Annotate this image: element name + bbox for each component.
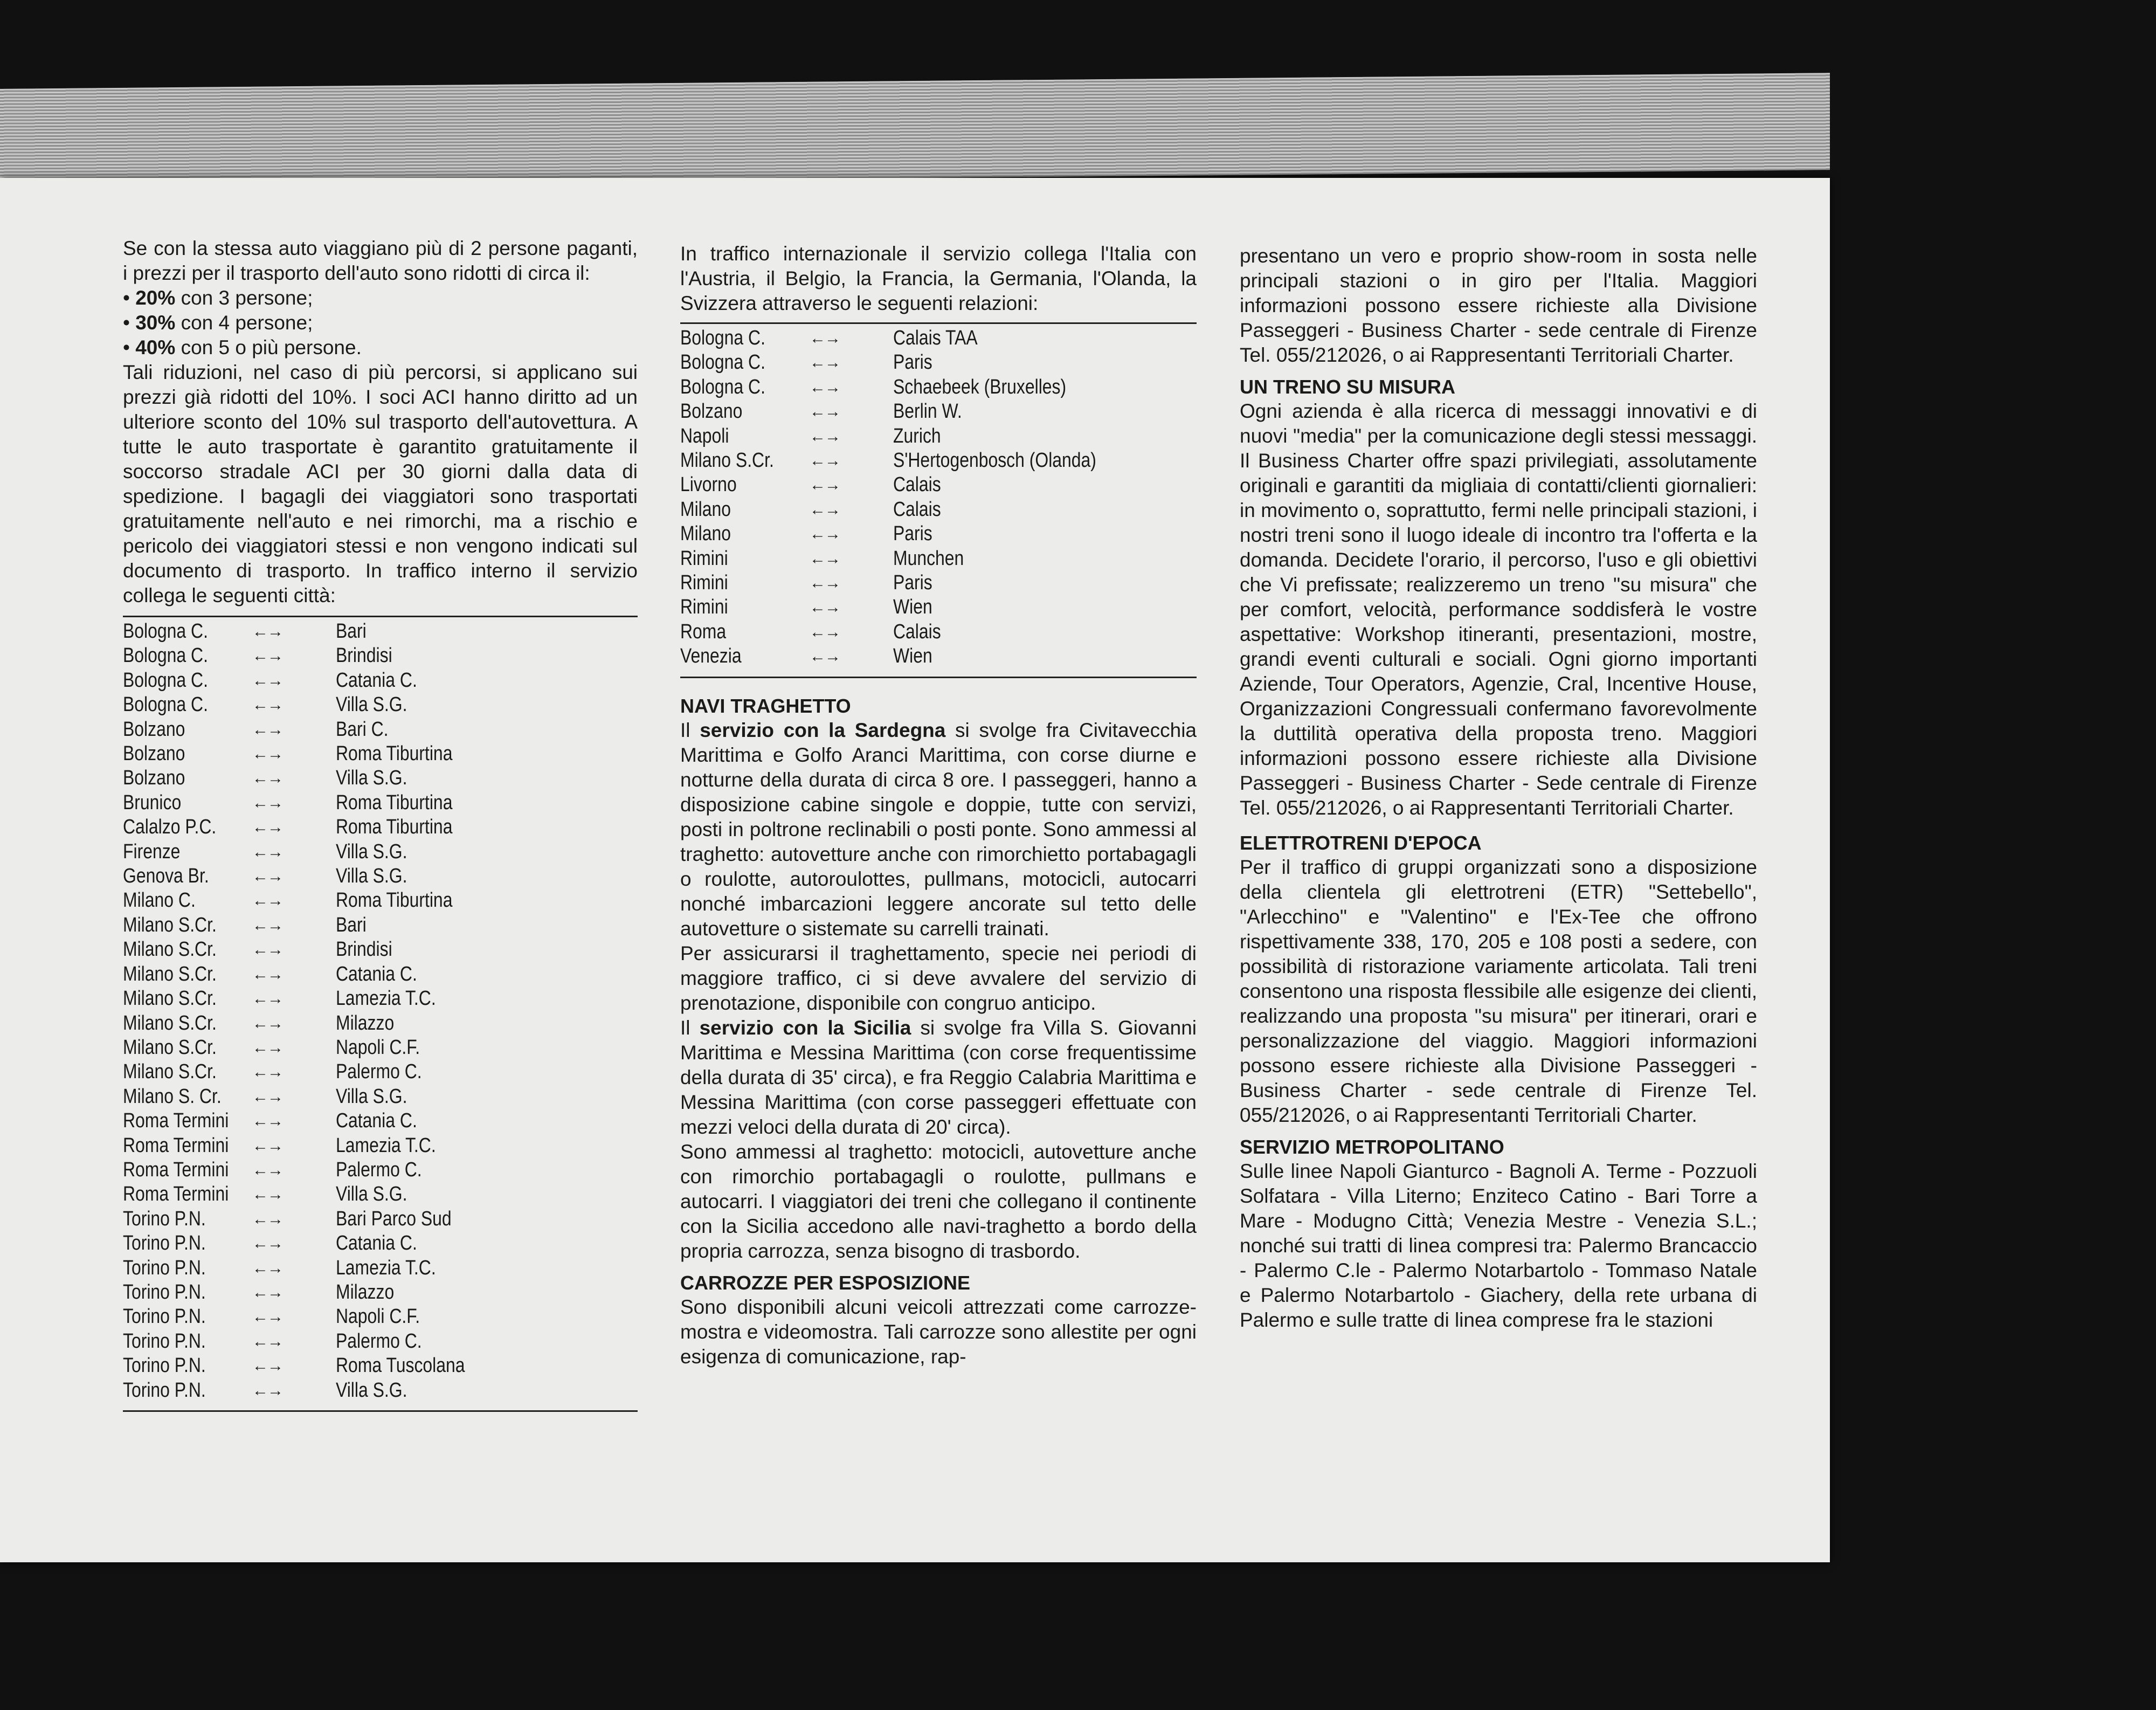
route-row xyxy=(123,1060,638,1084)
route-destination: Lamezia T.C. xyxy=(336,1134,436,1157)
route-destination: Bari xyxy=(336,913,367,936)
double-arrow-icon: ←→ xyxy=(810,378,840,396)
treno-paragraph: Ogni azienda è alla ricerca di messaggi innovativi e di nuovi "media" per la comunicazione degli stessi messaggi. Il Business Charter offre spazi privilegiati, assolutamente originali e garantiti da migliaia di contatti/clienti giornalieri: in movimento o, soprattutto, fermi nelle principali stazioni, i nostri treni sono il luogo ideale di incontro tra l'offerta e la domanda. Decidete l'orario, il percorso, l'uso e gli obiettivi che Vi prefissate; realizzeremo un treno "su misura" che per comfort, velocità, performance soddisferà le vostre aspettative: Workshop itineranti, presentazioni, mostre, grandi eventi culturali e sociali. Ogni giorno importanti Aziende, Tour Operators, Agenzie, Cral, Incentive House, Organizzazioni Congressuali confermano favorevolmente la duttilità operativa della proposta treno. Maggiori informazioni possono essere richieste alla Divisione Passeggeri - Business Charter - Sede centrale di Firenze Tel. 055/212026, o ai Rappresentanti Territoriali Charter. xyxy=(1240,400,1757,819)
route-destination: Paris xyxy=(893,351,932,374)
route-row xyxy=(123,644,638,668)
double-arrow-icon: ←→ xyxy=(252,843,282,861)
route-origin: Milano C. xyxy=(123,889,196,912)
route-destination: Catania C. xyxy=(336,1109,417,1133)
route-destination: Bari Parco Sud xyxy=(336,1207,452,1230)
route-row xyxy=(680,547,1197,571)
ferry-vehicles-paragraph: Sono ammessi al traghetto: motocicli, autovetture anche con rimorchio portabagagli o roulotte, pullmans e autocarri. I viaggiatori dei treni che collegano il continente con la Sicilia accedono alle navi-traghetto a bordo della propria carrozza, senza bisogno di trasbordo. xyxy=(680,1140,1197,1262)
route-origin: Roma xyxy=(680,620,727,643)
double-arrow-icon: ←→ xyxy=(810,452,840,470)
route-origin: Venezia xyxy=(680,645,742,668)
double-arrow-icon: ←→ xyxy=(252,916,282,934)
route-row xyxy=(123,962,638,987)
double-arrow-icon: ←→ xyxy=(252,941,282,959)
double-arrow-icon: ←→ xyxy=(252,1063,282,1081)
discount-list xyxy=(123,286,638,360)
route-row xyxy=(680,350,1197,375)
double-arrow-icon: ←→ xyxy=(252,623,282,640)
section-heading-metro: SERVIZIO METROPOLITANO xyxy=(1240,1136,1504,1158)
double-arrow-icon: ←→ xyxy=(252,818,282,837)
route-destination: Berlin W. xyxy=(893,400,962,423)
route-destination: Catania C. xyxy=(336,962,417,985)
route-destination: Wien xyxy=(893,645,932,668)
cars-body: Tali riduzioni, nel caso di più percorsi, si applicano sui prezzi già ridotti del 10%. I soci ACI hanno diritto ad un ulteriore sconto del 10% sul trasporto dell'autovettura. A tutte le auto trasportate è garantito gratuitamente il soccorso stradale ACI per 30 giorni dalla data di spedizione. I bagagli dei viaggiatori sono trasportati gratuitamente nell'auto e nei rimorchi, ma a rischio e pericolo dei viaggiatori stessi e non vengono indicati sul documento di trasporto. In traffico interno il servizio collega le seguenti città: xyxy=(123,361,638,606)
route-destination: Roma Tiburtina xyxy=(336,791,453,814)
route-destination: Lamezia T.C. xyxy=(336,1256,436,1279)
route-row xyxy=(123,1158,638,1182)
divider xyxy=(680,677,1197,678)
discount-item: • 40% con 5 o più persone. xyxy=(123,335,638,360)
route-row xyxy=(680,424,1197,449)
route-destination: Villa S.G. xyxy=(336,693,407,716)
route-row xyxy=(123,937,638,962)
double-arrow-icon: ←→ xyxy=(252,1136,282,1155)
route-destination: Munchen xyxy=(893,547,964,570)
route-row xyxy=(123,742,638,766)
route-destination: Villa S.G. xyxy=(336,1183,407,1206)
route-origin: Livorno xyxy=(680,473,737,497)
double-arrow-icon: ←→ xyxy=(252,794,282,812)
double-arrow-icon: ←→ xyxy=(810,403,840,421)
route-origin: Milano S.Cr. xyxy=(123,1011,217,1035)
double-arrow-icon: ←→ xyxy=(252,1235,282,1253)
double-arrow-icon: ←→ xyxy=(810,574,840,592)
route-destination: Milazzo xyxy=(336,1011,395,1035)
double-arrow-icon: ←→ xyxy=(810,427,840,445)
route-destination: Roma Tuscolana xyxy=(336,1354,465,1377)
route-origin: Milano S.Cr. xyxy=(123,1036,217,1059)
route-destination: Brindisi xyxy=(336,644,392,667)
discount-item: • 30% con 4 persone; xyxy=(123,311,638,335)
route-origin: Bologna C. xyxy=(680,327,765,349)
route-row xyxy=(123,815,638,839)
route-destination: Villa S.G. xyxy=(336,767,407,790)
divider xyxy=(680,322,1197,324)
double-arrow-icon: ←→ xyxy=(252,1185,282,1204)
route-row xyxy=(680,498,1197,522)
section-heading-treno: UN TRENO SU MISURA xyxy=(1240,376,1456,398)
double-arrow-icon: ←→ xyxy=(252,1381,282,1399)
route-origin: Napoli xyxy=(680,424,729,447)
route-origin: Milano S.Cr. xyxy=(123,913,217,936)
carrozze-continued: presentano un vero e proprio show-room in sosta nelle principali stazioni o in giro per l'Italia. Maggiori informazioni possono essere richieste alla Divisione Passeggeri - Business Charter - sede centrale di Firenze Tel. 055/212026, o ai Rappresentanti Territoriali Charter. xyxy=(1240,245,1757,366)
page-number: XVII xyxy=(1706,1626,1752,1652)
double-arrow-icon: ←→ xyxy=(252,1357,282,1375)
route-row xyxy=(123,1280,638,1305)
route-row xyxy=(123,1182,638,1206)
route-origin: Bolzano xyxy=(123,767,185,790)
route-origin: Genova Br. xyxy=(123,865,209,888)
double-arrow-icon: ←→ xyxy=(252,745,282,763)
route-row xyxy=(680,326,1197,350)
route-row xyxy=(123,668,638,693)
route-origin: Rimini xyxy=(680,547,728,570)
metro-paragraph: Sulle linee Napoli Gianturco - Bagnoli A. Terme - Pozzuoli Solfatara - Villa Literno; Enziteco Catino - Bari Torre a Mare - Modugno Città; Venezia Mestre - Venezia S.L.; nonché sui tratti di linea compresi tra: Palermo Brancaccio - Palermo C.le - Palermo Notarbartolo - Tommaso Natale e Palermo Notarbartolo - Giachery, della rete urbana di Palermo e sulle tratte di linea comprese fra le stazioni xyxy=(1240,1160,1757,1331)
route-origin: Firenze xyxy=(123,840,181,863)
route-origin: Rimini xyxy=(680,571,728,595)
double-arrow-icon: ←→ xyxy=(252,696,282,714)
route-origin: Torino P.N. xyxy=(123,1256,206,1279)
route-destination: Brindisi xyxy=(336,938,392,961)
column-right xyxy=(1240,244,1757,1333)
route-origin: Torino P.N. xyxy=(123,1207,206,1230)
double-arrow-icon: ←→ xyxy=(810,500,840,519)
double-arrow-icon: ←→ xyxy=(810,549,840,568)
route-row xyxy=(680,522,1197,546)
double-arrow-icon: ←→ xyxy=(252,720,282,739)
route-row xyxy=(123,766,638,790)
route-row xyxy=(123,1109,638,1133)
route-origin: Torino P.N. xyxy=(123,1232,206,1255)
carrozze-paragraph: Sono disponibili alcuni veicoli attrezzati come carrozze-mostra e videomostra. Tali carrozze sono allestite per ogni esigenza di comunicazione, rap- xyxy=(680,1295,1197,1368)
route-row xyxy=(123,888,638,913)
route-row xyxy=(680,375,1197,399)
route-row xyxy=(123,1011,638,1036)
section-heading-carrozze: CARROZZE PER ESPOSIZIONE xyxy=(680,1271,971,1294)
double-arrow-icon: ←→ xyxy=(252,1161,282,1179)
page-edges xyxy=(0,73,1830,186)
double-arrow-icon: ←→ xyxy=(252,1014,282,1032)
intl-intro: In traffico internazionale il servizio collega l'Italia con l'Austria, il Belgio, la Francia, la Germania, l'Olanda, la Svizzera attraverso le seguenti relazioni: xyxy=(680,243,1197,314)
route-origin: Roma Termini xyxy=(123,1134,229,1157)
double-arrow-icon: ←→ xyxy=(252,1038,282,1057)
route-destination: Calais xyxy=(893,498,941,521)
route-destination: Villa S.G. xyxy=(336,865,407,888)
route-origin: Milano S.Cr. xyxy=(123,987,217,1010)
route-origin: Bologna C. xyxy=(123,620,208,643)
route-destination: Roma Tiburtina xyxy=(336,742,453,766)
route-row xyxy=(123,913,638,937)
route-destination: Schaebeek (Bruxelles) xyxy=(893,375,1067,398)
route-origin: Milano S.Cr. xyxy=(123,962,217,985)
route-destination: Villa S.G. xyxy=(336,1378,407,1402)
route-row xyxy=(123,1036,638,1060)
double-arrow-icon: ←→ xyxy=(810,354,840,372)
route-destination: Milazzo xyxy=(336,1280,395,1304)
double-arrow-icon: ←→ xyxy=(810,598,840,617)
route-row xyxy=(680,595,1197,619)
domestic-routes-table xyxy=(123,619,638,1403)
double-arrow-icon: ←→ xyxy=(810,329,840,347)
route-row xyxy=(680,571,1197,595)
route-destination: Catania C. xyxy=(336,1232,417,1255)
double-arrow-icon: ←→ xyxy=(252,1210,282,1228)
route-row xyxy=(123,718,638,742)
double-arrow-icon: ←→ xyxy=(252,647,282,665)
double-arrow-icon: ←→ xyxy=(252,769,282,788)
route-row xyxy=(680,449,1197,473)
double-arrow-icon: ←→ xyxy=(252,867,282,886)
route-origin: Bologna C. xyxy=(123,668,208,692)
route-origin: Bologna C. xyxy=(680,351,765,374)
double-arrow-icon: ←→ xyxy=(810,623,840,641)
route-origin: Bolzano xyxy=(680,400,743,423)
route-destination: Paris xyxy=(893,522,932,546)
column-middle xyxy=(680,242,1197,1369)
route-row xyxy=(123,1305,638,1329)
route-row xyxy=(123,1085,638,1109)
route-destination: Bari xyxy=(336,620,367,643)
sardegna-paragraph: Il servizio con la Sardegna si svolge fra Civitavecchia Marittima e Golfo Aranci Marittima, con corse diurne e notturne della durata di circa 8 ore. I passeggeri, hanno a disposizione cabine singole e doppie, tutte con servizi, posti in poltrone reclinabili o posti ponte. Sono ammessi al traghetto: autovetture anche con rimorchietto portabagagli o roulotte, autoroulottes, pullmans, motocicli, autocarri nonché imbarcazioni leggere ancorate sul tetto delle autovetture o sistemate su carrelli trainati. xyxy=(680,719,1197,940)
route-destination: Calais xyxy=(893,473,941,497)
route-destination: Napoli C.F. xyxy=(336,1036,420,1059)
route-destination: Calais TAA xyxy=(893,327,978,349)
route-origin: Roma Termini xyxy=(123,1109,229,1133)
route-row xyxy=(680,399,1197,424)
route-row xyxy=(123,619,638,644)
route-destination: Palermo C. xyxy=(336,1060,422,1084)
route-destination: Lamezia T.C. xyxy=(336,987,436,1010)
route-origin: Torino P.N. xyxy=(123,1378,206,1402)
double-arrow-icon: ←→ xyxy=(252,1112,282,1130)
route-row xyxy=(680,620,1197,644)
route-origin: Torino P.N. xyxy=(123,1329,206,1353)
double-arrow-icon: ←→ xyxy=(252,1308,282,1326)
route-row xyxy=(123,1231,638,1256)
route-row xyxy=(123,1256,638,1280)
route-destination: Bari C. xyxy=(336,718,389,741)
route-origin: Torino P.N. xyxy=(123,1280,206,1304)
route-origin: Milano xyxy=(680,522,731,546)
route-origin: Milano S.Cr. xyxy=(123,1060,217,1084)
route-destination: Zurich xyxy=(893,424,941,447)
route-destination: Roma Tiburtina xyxy=(336,889,453,912)
route-origin: Milano xyxy=(680,498,731,521)
route-origin: Bolzano xyxy=(123,718,185,741)
sicilia-paragraph: Il servizio con la Sicilia si svolge fra Villa S. Giovanni Marittima e Messina Marittima (con corse frequentissime della durata di 35' circa), e fra Reggio Calabria Marittima e Messina Marittima (con corse passeggeri effettuate con mezzi veloci della durata di 20' circa). xyxy=(680,1016,1197,1138)
route-origin: Torino P.N. xyxy=(123,1354,206,1377)
double-arrow-icon: ←→ xyxy=(252,965,282,983)
double-arrow-icon: ←→ xyxy=(252,1332,282,1350)
route-origin: Torino P.N. xyxy=(123,1305,206,1328)
section-heading-navi: NAVI TRAGHETTO xyxy=(680,694,851,717)
route-destination: Calais xyxy=(893,620,941,643)
route-destination: Wien xyxy=(893,596,932,619)
double-arrow-icon: ←→ xyxy=(810,525,840,543)
route-origin: Bologna C. xyxy=(680,375,765,398)
route-destination: Palermo C. xyxy=(336,1158,422,1181)
route-row xyxy=(123,840,638,864)
divider xyxy=(123,616,638,617)
route-origin: Bologna C. xyxy=(123,693,208,716)
route-row xyxy=(123,1354,638,1378)
route-origin: Bolzano xyxy=(123,742,185,766)
route-destination: S'Hertogenbosch (Olanda) xyxy=(893,449,1096,472)
route-row xyxy=(123,791,638,815)
route-destination: Palermo C. xyxy=(336,1329,422,1353)
double-arrow-icon: ←→ xyxy=(252,1259,282,1277)
section-heading-elettrotreni: ELETTROTRENI D'EPOCA xyxy=(1240,832,1482,854)
route-origin: Roma Termini xyxy=(123,1158,229,1181)
route-row xyxy=(123,987,638,1011)
route-origin: Calalzo P.C. xyxy=(123,816,217,839)
divider xyxy=(123,1410,638,1412)
route-destination: Villa S.G. xyxy=(336,1085,407,1108)
route-origin: Roma Termini xyxy=(123,1183,229,1206)
elettrotreni-paragraph: Per il traffico di gruppi organizzati sono a disposizione della clientela gli elettrotreni (ETR) "Settebello", "Arlecchino" e "Valentino" e l'Ex-Tee che offrono rispettivamente 338, 170, 205 e 108 posti a sedere, con possibilità di ristorazione variamente articolata. Tali treni consentono una risposta flessibile alle esigenze dei clienti, realizzando una proposta "su misura" per itinerari, orari e personalizzazione del viaggio. Maggiori informazioni possono essere richieste alla Divisione Passeggeri - Business Charter - sede centrale di Firenze Tel. 055/212026, o ai Rappresentanti Territoriali Charter. xyxy=(1240,856,1757,1126)
double-arrow-icon: ←→ xyxy=(252,1087,282,1106)
route-origin: Milano S.Cr. xyxy=(123,938,217,961)
route-row xyxy=(680,644,1197,668)
route-destination: Catania C. xyxy=(336,668,417,692)
route-row xyxy=(123,1378,638,1403)
route-row xyxy=(123,1134,638,1158)
route-destination: Villa S.G. xyxy=(336,840,407,863)
international-routes-table xyxy=(680,326,1197,669)
booking-paragraph: Per assicurarsi il traghettamento, specie nei periodi di maggiore traffico, ci si deve avvalere del servizio di prenotazione, disponibile con congruo anticipo. xyxy=(680,942,1197,1014)
route-origin: Brunico xyxy=(123,791,182,814)
route-row xyxy=(123,693,638,717)
route-origin: Milano S. Cr. xyxy=(123,1085,222,1108)
route-destination: Roma Tiburtina xyxy=(336,816,453,839)
route-origin: Milano S.Cr. xyxy=(680,449,774,472)
route-row xyxy=(123,1207,638,1231)
double-arrow-icon: ←→ xyxy=(252,990,282,1008)
double-arrow-icon: ←→ xyxy=(252,892,282,910)
double-arrow-icon: ←→ xyxy=(810,476,840,494)
route-destination: Napoli C.F. xyxy=(336,1305,420,1328)
column-left xyxy=(123,236,638,1412)
cars-intro: Se con la stessa auto viaggiano più di 2 persone paganti, i prezzi per il trasporto dell'auto sono ridotti di circa il: xyxy=(123,237,638,284)
double-arrow-icon: ←→ xyxy=(252,1283,282,1301)
double-arrow-icon: ←→ xyxy=(252,671,282,689)
route-origin: Rimini xyxy=(680,596,728,619)
route-row xyxy=(680,473,1197,497)
route-row xyxy=(123,864,638,888)
route-row xyxy=(123,1329,638,1354)
route-origin: Bologna C. xyxy=(123,644,208,667)
discount-item: • 20% con 3 persone; xyxy=(123,286,638,311)
route-destination: Paris xyxy=(893,571,932,595)
double-arrow-icon: ←→ xyxy=(810,647,840,666)
